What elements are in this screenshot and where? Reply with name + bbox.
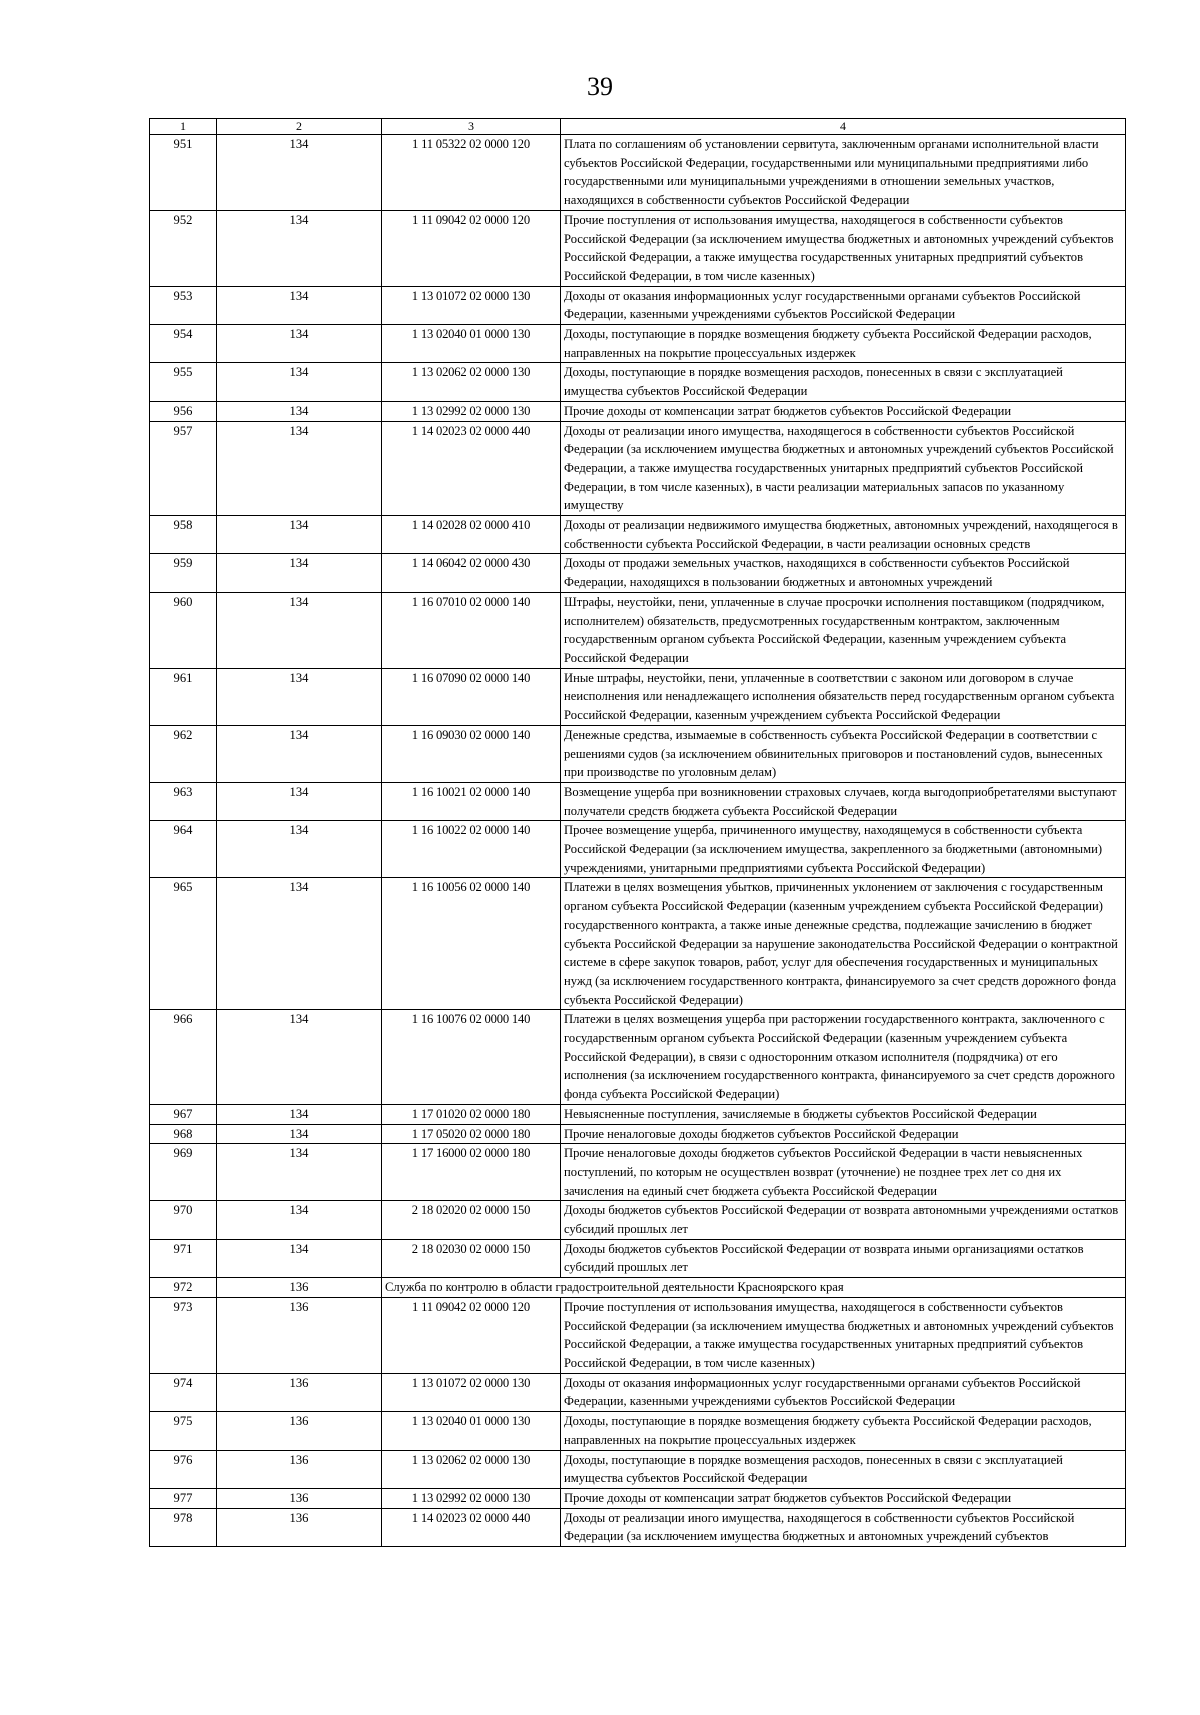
revenue-description-cell: Доходы от реализации недвижимого имущества бюджетных, автономных учреждений, находящегося в собственности субъекта Российской Федерации, в части реализации основных средств xyxy=(561,516,1126,554)
admin-code-cell: 136 xyxy=(217,1297,382,1373)
row-number-cell: 974 xyxy=(150,1373,217,1411)
table-row xyxy=(150,135,1126,211)
table-row xyxy=(150,1450,1126,1488)
admin-code-cell: 134 xyxy=(217,325,382,363)
admin-code-cell: 136 xyxy=(217,1488,382,1508)
row-number-cell: 956 xyxy=(150,401,217,421)
revenue-code-cell: 1 13 02992 02 0000 130 xyxy=(382,1488,561,1508)
revenue-code-cell: 1 13 02992 02 0000 130 xyxy=(382,401,561,421)
row-number-cell: 975 xyxy=(150,1412,217,1450)
revenue-code-cell: 1 16 10021 02 0000 140 xyxy=(382,782,561,820)
table-row xyxy=(150,1124,1126,1144)
row-number-cell: 957 xyxy=(150,421,217,516)
admin-code-cell: 136 xyxy=(217,1450,382,1488)
revenue-code-cell: 1 17 05020 02 0000 180 xyxy=(382,1124,561,1144)
header-cell-2: 2 xyxy=(217,119,382,135)
table-row xyxy=(150,554,1126,592)
revenue-code-cell: 1 13 02040 01 0000 130 xyxy=(382,1412,561,1450)
table-row xyxy=(150,782,1126,820)
table-row xyxy=(150,592,1126,668)
table-row xyxy=(150,1412,1126,1450)
admin-code-cell: 136 xyxy=(217,1508,382,1546)
table-row xyxy=(150,668,1126,725)
agency-name-cell: Служба по контролю в области градостроительной деятельности Красноярского края xyxy=(382,1278,1126,1298)
admin-code-cell: 134 xyxy=(217,210,382,286)
row-number-cell: 962 xyxy=(150,725,217,782)
row-number-cell: 977 xyxy=(150,1488,217,1508)
admin-code-cell: 134 xyxy=(217,1010,382,1105)
revenue-code-cell: 2 18 02020 02 0000 150 xyxy=(382,1201,561,1239)
revenue-description-cell: Прочее возмещение ущерба, причиненного имуществу, находящемуся в собственности субъекта Российской Федерации (за исключением имущества, закрепленного за бюджетными (автономными) учреждениями, унитарными предприятиями субъекта Российской Федерации) xyxy=(561,821,1126,878)
row-number-cell: 973 xyxy=(150,1297,217,1373)
revenue-code-cell: 1 14 02023 02 0000 440 xyxy=(382,1508,561,1546)
row-number-cell: 961 xyxy=(150,668,217,725)
row-number-cell: 972 xyxy=(150,1278,217,1298)
row-number-cell: 966 xyxy=(150,1010,217,1105)
revenue-description-cell: Доходы от продажи земельных участков, находящихся в собственности субъектов Российской Федерации, находящихся в пользовании бюджетных и автономных учреждений xyxy=(561,554,1126,592)
row-number-cell: 958 xyxy=(150,516,217,554)
table-row xyxy=(150,1278,1126,1298)
revenue-description-cell: Прочие поступления от использования имущества, находящегося в собственности субъектов Российской Федерации (за исключением имущества бюджетных и автономных учреждений субъектов Российской Федерации, а также имущества государственных унитарных предприятий субъектов Российской Федерации, в том числе казенных) xyxy=(561,210,1126,286)
row-number-cell: 969 xyxy=(150,1144,217,1201)
revenue-description-cell: Штрафы, неустойки, пени, уплаченные в случае просрочки исполнения поставщиком (подрядчиком, исполнителем) обязательств, предусмотренных государственным контрактом, заключенным государственным органом субъекта Российской Федерации, казенным учреждением субъекта Российской Федерации xyxy=(561,592,1126,668)
table-row xyxy=(150,421,1126,516)
admin-code-cell: 134 xyxy=(217,516,382,554)
revenue-code-cell: 1 11 09042 02 0000 120 xyxy=(382,1297,561,1373)
revenue-code-cell: 1 16 09030 02 0000 140 xyxy=(382,725,561,782)
table-body xyxy=(150,119,1126,1547)
revenue-classification-table xyxy=(149,118,1126,1547)
admin-code-cell: 136 xyxy=(217,1373,382,1411)
revenue-description-cell: Доходы, поступающие в порядке возмещения бюджету субъекта Российской Федерации расходов, направленных на покрытие процессуальных издержек xyxy=(561,325,1126,363)
revenue-code-cell: 1 16 07090 02 0000 140 xyxy=(382,668,561,725)
table-row xyxy=(150,401,1126,421)
revenue-code-cell: 1 11 05322 02 0000 120 xyxy=(382,135,561,211)
admin-code-cell: 134 xyxy=(217,821,382,878)
revenue-code-cell: 1 16 10076 02 0000 140 xyxy=(382,1010,561,1105)
table-row xyxy=(150,325,1126,363)
admin-code-cell: 134 xyxy=(217,401,382,421)
revenue-code-cell: 1 17 16000 02 0000 180 xyxy=(382,1144,561,1201)
table-row xyxy=(150,210,1126,286)
admin-code-cell: 134 xyxy=(217,1124,382,1144)
row-number-cell: 951 xyxy=(150,135,217,211)
revenue-description-cell: Доходы, поступающие в порядке возмещения расходов, понесенных в связи с эксплуатацией имущества субъектов Российской Федерации xyxy=(561,363,1126,401)
revenue-code-cell: 1 17 01020 02 0000 180 xyxy=(382,1104,561,1124)
revenue-description-cell: Доходы бюджетов субъектов Российской Федерации от возврата автономными учреждениями остатков субсидий прошлых лет xyxy=(561,1201,1126,1239)
admin-code-cell: 134 xyxy=(217,554,382,592)
table-row xyxy=(150,516,1126,554)
revenue-description-cell: Прочие доходы от компенсации затрат бюджетов субъектов Российской Федерации xyxy=(561,401,1126,421)
admin-code-cell: 134 xyxy=(217,1104,382,1124)
row-number-cell: 978 xyxy=(150,1508,217,1546)
revenue-code-cell: 1 11 09042 02 0000 120 xyxy=(382,210,561,286)
admin-code-cell: 134 xyxy=(217,421,382,516)
table-row xyxy=(150,363,1126,401)
table-row xyxy=(150,1508,1126,1546)
revenue-code-cell: 1 16 10022 02 0000 140 xyxy=(382,821,561,878)
revenue-code-cell: 1 13 02040 01 0000 130 xyxy=(382,325,561,363)
admin-code-cell: 134 xyxy=(217,1239,382,1277)
revenue-code-cell: 1 13 01072 02 0000 130 xyxy=(382,1373,561,1411)
revenue-description-cell: Доходы от реализации иного имущества, находящегося в собственности субъектов Российской Федерации (за исключением имущества бюджетных и автономных учреждений субъектов xyxy=(561,1508,1126,1546)
revenue-description-cell: Денежные средства, изымаемые в собственность субъекта Российской Федерации в соответствии с решениями судов (за исключением обвинительных приговоров и постановлений судов, вынесенных при производстве по уголовным делам) xyxy=(561,725,1126,782)
table-header-row xyxy=(150,119,1126,135)
revenue-code-cell: 1 13 02062 02 0000 130 xyxy=(382,1450,561,1488)
revenue-description-cell: Доходы, поступающие в порядке возмещения бюджету субъекта Российской Федерации расходов, направленных на покрытие процессуальных издержек xyxy=(561,1412,1126,1450)
revenue-description-cell: Невыясненные поступления, зачисляемые в бюджеты субъектов Российской Федерации xyxy=(561,1104,1126,1124)
revenue-code-cell: 1 16 10056 02 0000 140 xyxy=(382,878,561,1010)
revenue-code-cell: 2 18 02030 02 0000 150 xyxy=(382,1239,561,1277)
admin-code-cell: 134 xyxy=(217,135,382,211)
revenue-description-cell: Возмещение ущерба при возникновении страховых случаев, когда выгодоприобретателями выступают получатели средств бюджета субъекта Российской Федерации xyxy=(561,782,1126,820)
revenue-description-cell: Прочие доходы от компенсации затрат бюджетов субъектов Российской Федерации xyxy=(561,1488,1126,1508)
table-row xyxy=(150,1144,1126,1201)
revenue-description-cell: Платежи в целях возмещения убытков, причиненных уклонением от заключения с государственным органом субъекта Российской Федерации (казенным учреждением субъекта Российской Федерации) государственного контракта, а также иные денежные средства, подлежащие зачислению в бюджет субъекта Российской Федерации за нарушение законодательства Российской Федерации о контрактной системе в сфере закупок товаров, работ, услуг для обеспечения государственных и муниципальных нужд (за исключением государственного контракта, финансируемого за счет средств дорожного фонда субъекта Российской Федерации) xyxy=(561,878,1126,1010)
revenue-code-cell: 1 14 06042 02 0000 430 xyxy=(382,554,561,592)
admin-code-cell: 134 xyxy=(217,1144,382,1201)
row-number-cell: 959 xyxy=(150,554,217,592)
revenue-description-cell: Доходы от реализации иного имущества, находящегося в собственности субъектов Российской Федерации (за исключением имущества бюджетных и автономных учреждений субъектов Российской Федерации, а также имущества государственных унитарных предприятий субъектов Российской Федерации, в том числе казенных), в части реализации материальных запасов по указанному имуществу xyxy=(561,421,1126,516)
row-number-cell: 954 xyxy=(150,325,217,363)
revenue-description-cell: Прочие поступления от использования имущества, находящегося в собственности субъектов Российской Федерации (за исключением имущества бюджетных и автономных учреждений субъектов Российской Федерации, а также имущества государственных унитарных предприятий субъектов Российской Федерации, в том числе казенных) xyxy=(561,1297,1126,1373)
table-row xyxy=(150,1297,1126,1373)
table-row xyxy=(150,821,1126,878)
header-cell-4: 4 xyxy=(561,119,1126,135)
table-row xyxy=(150,1104,1126,1124)
row-number-cell: 952 xyxy=(150,210,217,286)
revenue-description-cell: Платежи в целях возмещения ущерба при расторжении государственного контракта, заключенного с государственным органом субъекта Российской Федерации (казенным учреждением субъекта Российской Федерации), в связи с односторонним отказом исполнителя (подрядчика) от его исполнения (за исключением государственного контракта, финансируемого за счет средств дорожного фонда субъекта Российской Федерации) xyxy=(561,1010,1126,1105)
admin-code-cell: 134 xyxy=(217,668,382,725)
revenue-code-cell: 1 13 01072 02 0000 130 xyxy=(382,286,561,324)
table-row xyxy=(150,1010,1126,1105)
revenue-code-cell: 1 13 02062 02 0000 130 xyxy=(382,363,561,401)
header-cell-3: 3 xyxy=(382,119,561,135)
row-number-cell: 960 xyxy=(150,592,217,668)
revenue-description-cell: Прочие неналоговые доходы бюджетов субъектов Российской Федерации в части невыясненных поступлений, по которым не осуществлен возврат (уточнение) не позднее трех лет со дня их зачисления на единый счет бюджета субъекта Российской Федерации xyxy=(561,1144,1126,1201)
revenue-code-cell: 1 14 02023 02 0000 440 xyxy=(382,421,561,516)
header-cell-1: 1 xyxy=(150,119,217,135)
table-row xyxy=(150,878,1126,1010)
revenue-description-cell: Плата по соглашениям об установлении сервитута, заключенным органами исполнительной власти субъектов Российской Федерации, государственными или муниципальными предприятиями либо государственными или муниципальными учреждениями в отношении земельных участков, находящихся в собственности субъектов Российской Федерации xyxy=(561,135,1126,211)
row-number-cell: 965 xyxy=(150,878,217,1010)
row-number-cell: 968 xyxy=(150,1124,217,1144)
row-number-cell: 971 xyxy=(150,1239,217,1277)
row-number-cell: 963 xyxy=(150,782,217,820)
row-number-cell: 976 xyxy=(150,1450,217,1488)
admin-code-cell: 134 xyxy=(217,1201,382,1239)
row-number-cell: 953 xyxy=(150,286,217,324)
admin-code-cell: 134 xyxy=(217,286,382,324)
admin-code-cell: 134 xyxy=(217,725,382,782)
admin-code-cell: 136 xyxy=(217,1278,382,1298)
table-row xyxy=(150,1201,1126,1239)
revenue-description-cell: Доходы от оказания информационных услуг государственными органами субъектов Российской Федерации, казенными учреждениями субъектов Российской Федерации xyxy=(561,286,1126,324)
admin-code-cell: 134 xyxy=(217,363,382,401)
admin-code-cell: 134 xyxy=(217,878,382,1010)
table-row xyxy=(150,1488,1126,1508)
revenue-code-cell: 1 14 02028 02 0000 410 xyxy=(382,516,561,554)
page-number: 39 xyxy=(587,72,613,101)
row-number-cell: 964 xyxy=(150,821,217,878)
row-number-cell: 970 xyxy=(150,1201,217,1239)
revenue-description-cell: Прочие неналоговые доходы бюджетов субъектов Российской Федерации xyxy=(561,1124,1126,1144)
row-number-cell: 955 xyxy=(150,363,217,401)
table-row xyxy=(150,1373,1126,1411)
revenue-description-cell: Иные штрафы, неустойки, пени, уплаченные в соответствии с законом или договором в случае неисполнения или ненадлежащего исполнения обязательств перед государственным органом субъекта Российской Федерации, казенным учреждением субъекта Российской Федерации xyxy=(561,668,1126,725)
admin-code-cell: 134 xyxy=(217,782,382,820)
admin-code-cell: 134 xyxy=(217,592,382,668)
table-row xyxy=(150,1239,1126,1277)
revenue-description-cell: Доходы, поступающие в порядке возмещения расходов, понесенных в связи с эксплуатацией имущества субъектов Российской Федерации xyxy=(561,1450,1126,1488)
table-row xyxy=(150,286,1126,324)
revenue-code-cell: 1 16 07010 02 0000 140 xyxy=(382,592,561,668)
revenue-description-cell: Доходы от оказания информационных услуг государственными органами субъектов Российской Федерации, казенными учреждениями субъектов Российской Федерации xyxy=(561,1373,1126,1411)
revenue-description-cell: Доходы бюджетов субъектов Российской Федерации от возврата иными организациями остатков субсидий прошлых лет xyxy=(561,1239,1126,1277)
admin-code-cell: 136 xyxy=(217,1412,382,1450)
table-row xyxy=(150,725,1126,782)
row-number-cell: 967 xyxy=(150,1104,217,1124)
